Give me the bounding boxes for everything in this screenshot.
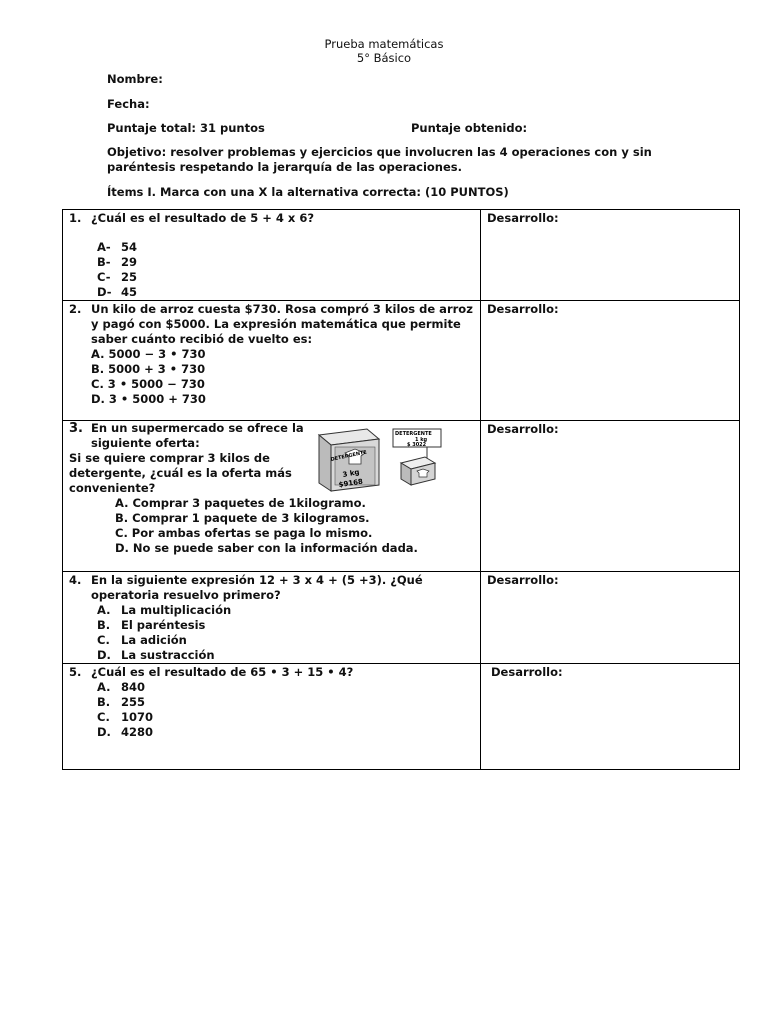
work-area-3[interactable] [481, 421, 740, 572]
total-score-label: Puntaje total: 31 puntos [107, 121, 265, 135]
option-text: 1070 [121, 710, 154, 724]
question-text: En la siguiente expresión 12 + 3 x 4 + (5 +3). ¿Qué operatoria resuelvo primero? [91, 573, 423, 602]
option-letter: C- [97, 270, 111, 284]
option-text: 45 [121, 285, 138, 299]
question-cell-1 [63, 210, 481, 301]
answer-option[interactable]: D. No se puede saber con la información dada. [115, 541, 418, 555]
name-field-label: Nombre: [107, 72, 163, 86]
option-text: 255 [121, 695, 146, 709]
option-text: 54 [121, 240, 138, 254]
option-text: La sustracción [121, 648, 215, 662]
question-cell-4 [63, 572, 481, 664]
answer-option[interactable] [97, 710, 474, 725]
question-cell-5 [63, 664, 481, 770]
question-number: 3. [69, 421, 83, 436]
answer-option[interactable]: B. 5000 + 3 • 730 [91, 362, 206, 376]
question-text: ¿Cuál es el resultado de 5 + 4 x 6? [91, 211, 315, 225]
work-area-1[interactable] [481, 210, 740, 301]
answer-option[interactable]: C. 3 • 5000 − 730 [91, 377, 205, 391]
date-field-label: Fecha: [107, 97, 150, 111]
answer-option[interactable]: A. 5000 − 3 • 730 [91, 347, 206, 361]
question-number: 1. [69, 211, 82, 225]
big-box-label: DETERGENTE [330, 449, 368, 463]
option-letter: A- [97, 240, 111, 254]
work-area-5[interactable] [481, 664, 740, 770]
answer-option[interactable] [97, 240, 474, 255]
option-letter: C. [97, 633, 110, 647]
answer-option[interactable]: A. Comprar 3 paquetes de 1kilogramo. [115, 496, 366, 510]
question-text: ¿Cuál es el resultado de 65 • 3 + 15 • 4? [91, 665, 354, 679]
items-instruction: Ítems I. Marca con una X la alternativa correcta: (10 PUNTOS) [107, 185, 509, 199]
question-number: 2. [69, 302, 82, 316]
work-area-4[interactable] [481, 572, 740, 664]
detergent-illustration [315, 425, 447, 493]
answer-option[interactable] [97, 255, 474, 270]
answer-option[interactable] [97, 725, 474, 740]
question-number: 5. [69, 665, 82, 679]
obtained-score-label: Puntaje obtenido: [411, 121, 528, 135]
option-text: La adición [121, 633, 187, 647]
option-letter: B. [97, 695, 111, 709]
option-letter: D- [97, 285, 112, 299]
small-sign-label: DETERGENTE [395, 431, 432, 437]
option-text: 25 [121, 270, 138, 284]
question-text-line: detergente, ¿cuál es la oferta más [69, 466, 292, 480]
option-text: 4280 [121, 725, 154, 739]
big-box-price: $9168 [338, 477, 364, 489]
answer-option[interactable]: D. 3 • 5000 + 730 [91, 392, 206, 406]
option-text: 29 [121, 255, 138, 269]
question-text-line: En un supermercado se ofrece la [91, 421, 304, 435]
work-area-label: Desarrollo: [487, 211, 559, 225]
question-row-4 [63, 572, 740, 664]
answer-option[interactable] [97, 603, 474, 618]
option-letter: D. [97, 725, 111, 739]
answer-option[interactable] [97, 285, 474, 300]
work-area-2[interactable] [481, 301, 740, 421]
option-text: 840 [121, 680, 146, 694]
work-area-label: Desarrollo: [487, 302, 559, 316]
option-letter: D. [97, 648, 111, 662]
answer-option[interactable] [97, 695, 474, 710]
work-area-label: Desarrollo: [491, 665, 563, 679]
question-row-3 [63, 421, 740, 572]
answer-option[interactable]: B. Comprar 1 paquete de 3 kilogramos. [115, 511, 370, 525]
question-text-line: Si se quiere comprar 3 kilos de [69, 451, 270, 465]
document-title: Prueba matemáticas [324, 37, 444, 51]
grade-label: 5° Básico [356, 51, 412, 65]
option-letter: C. [97, 710, 110, 724]
question-row-1 [63, 210, 740, 301]
question-text: Un kilo de arroz cuesta $730. Rosa compró 3 kilos de arroz y pagó con $5000. La expresión matemática que permite saber cuánto recibió de vuelto es: [91, 302, 473, 346]
option-letter: B. [97, 618, 111, 632]
question-cell-3 [63, 421, 481, 572]
option-text: El paréntesis [121, 618, 206, 632]
answer-option[interactable] [97, 270, 474, 285]
objective-text: Objetivo: resolver problemas y ejercicios que involucren las 4 operaciones con y sin paréntesis respetando la jerarquía de las operaciones. [107, 145, 652, 174]
small-sign-price: $ 3022 [407, 442, 427, 448]
option-letter: B- [97, 255, 111, 269]
question-row-2 [63, 301, 740, 421]
work-area-label: Desarrollo: [487, 422, 559, 436]
questions-table [62, 209, 740, 770]
answer-option[interactable] [97, 618, 474, 633]
option-letter: A. [97, 603, 111, 617]
answer-option[interactable] [97, 680, 474, 695]
question-text-line: conveniente? [69, 481, 156, 495]
answer-option[interactable]: C. Por ambas ofertas se paga lo mismo. [115, 526, 373, 540]
answer-option[interactable] [97, 633, 474, 648]
question-cell-2 [63, 301, 481, 421]
small-sign-weight: 1 kg [415, 437, 428, 443]
option-text: La multiplicación [121, 603, 232, 617]
question-number: 4. [69, 573, 82, 587]
question-text-line: siguiente oferta: [91, 436, 200, 450]
big-box-weight: 3 kg [341, 468, 361, 479]
answer-option[interactable] [97, 648, 474, 663]
option-letter: A. [97, 680, 111, 694]
work-area-label: Desarrollo: [487, 573, 559, 587]
question-row-5 [63, 664, 740, 770]
